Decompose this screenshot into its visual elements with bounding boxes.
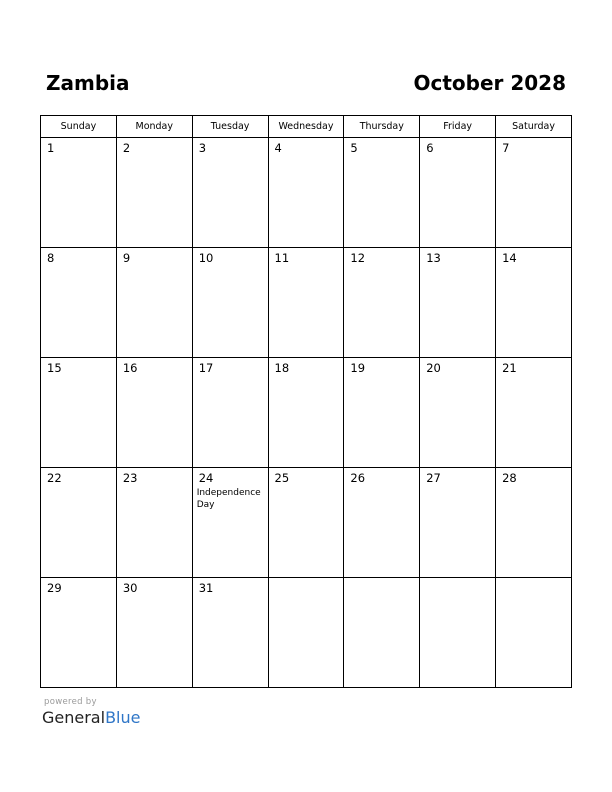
generalblue-logo[interactable]	[42, 708, 140, 727]
weekday-header: Sunday	[41, 116, 117, 138]
day-cell	[192, 358, 268, 468]
day-cell	[344, 358, 420, 468]
day-cell	[116, 138, 192, 248]
day-number: 22	[47, 471, 62, 485]
day-cell	[420, 138, 496, 248]
day-cell	[496, 248, 572, 358]
day-cell	[268, 578, 344, 688]
weekday-header: Wednesday	[268, 116, 344, 138]
day-cell	[192, 248, 268, 358]
week-row	[41, 248, 572, 358]
day-cell	[268, 248, 344, 358]
brand-blue-text: Blue	[105, 708, 141, 727]
day-number: 29	[47, 581, 62, 595]
day-number: 2	[122, 141, 131, 155]
day-number: 26	[350, 471, 366, 485]
day-number: 5	[350, 141, 358, 155]
brand-general-text: General	[42, 708, 106, 727]
weekday-header: Thursday	[344, 116, 420, 138]
day-number: 25	[274, 471, 290, 485]
day-number	[269, 578, 344, 581]
powered-by-label: powered by	[44, 697, 97, 707]
day-number: 3	[198, 141, 207, 155]
day-number: 21	[502, 361, 517, 375]
day-cell	[116, 358, 192, 468]
week-row	[41, 138, 572, 248]
day-cell	[116, 248, 192, 358]
week-row	[41, 468, 572, 578]
day-cell	[41, 138, 117, 248]
day-number: 30	[122, 581, 138, 595]
day-number: 28	[502, 471, 517, 485]
day-cell	[116, 468, 192, 578]
holiday-label: Independence Day	[196, 488, 261, 510]
weekday-header: Friday	[420, 116, 496, 138]
day-number: 19	[350, 361, 366, 375]
day-number: 16	[122, 361, 138, 375]
day-number	[496, 578, 571, 581]
day-cell	[268, 358, 344, 468]
day-number: 13	[426, 251, 441, 265]
day-cell	[420, 248, 496, 358]
day-number: 1	[47, 141, 55, 155]
day-number: 7	[502, 141, 510, 155]
day-number: 27	[426, 471, 441, 485]
day-number: 10	[198, 251, 214, 265]
weekday-header-row	[41, 116, 572, 138]
day-cell	[41, 358, 117, 468]
day-number: 4	[274, 141, 282, 155]
day-cell	[496, 468, 572, 578]
day-cell	[41, 578, 117, 688]
day-cell	[496, 138, 572, 248]
day-cell	[420, 358, 496, 468]
day-number: 15	[47, 361, 62, 375]
day-cell	[344, 248, 420, 358]
week-row	[41, 358, 572, 468]
day-number: 8	[47, 251, 55, 265]
day-number: 17	[198, 361, 214, 375]
weekday-header: Tuesday	[192, 116, 268, 138]
day-number: 31	[198, 581, 214, 595]
day-number	[420, 578, 495, 581]
day-number	[344, 578, 419, 581]
day-number: 23	[122, 471, 138, 485]
day-cell	[420, 468, 496, 578]
day-number: 11	[274, 251, 290, 265]
day-number: 18	[274, 361, 290, 375]
day-number: 9	[122, 251, 131, 265]
day-cell	[344, 468, 420, 578]
day-cell	[116, 578, 192, 688]
weekday-header: Saturday	[496, 116, 572, 138]
day-cell	[496, 578, 572, 688]
day-cell	[268, 138, 344, 248]
day-cell	[268, 468, 344, 578]
day-cell	[41, 468, 117, 578]
calendar-grid	[40, 115, 572, 688]
day-cell	[192, 578, 268, 688]
day-cell	[420, 578, 496, 688]
day-cell	[496, 358, 572, 468]
day-number: 20	[426, 361, 441, 375]
country-title: Zambia	[46, 71, 130, 95]
day-number: 6	[426, 141, 434, 155]
day-number: 12	[350, 251, 366, 265]
day-number: 24	[198, 471, 214, 485]
weekday-header: Monday	[116, 116, 192, 138]
day-cell	[192, 468, 268, 578]
day-cell	[344, 138, 420, 248]
day-cell	[344, 578, 420, 688]
week-row	[41, 578, 572, 688]
day-cell	[41, 248, 117, 358]
day-cell	[192, 138, 268, 248]
month-year-title: October 2028	[413, 71, 566, 95]
day-number: 14	[502, 251, 517, 265]
